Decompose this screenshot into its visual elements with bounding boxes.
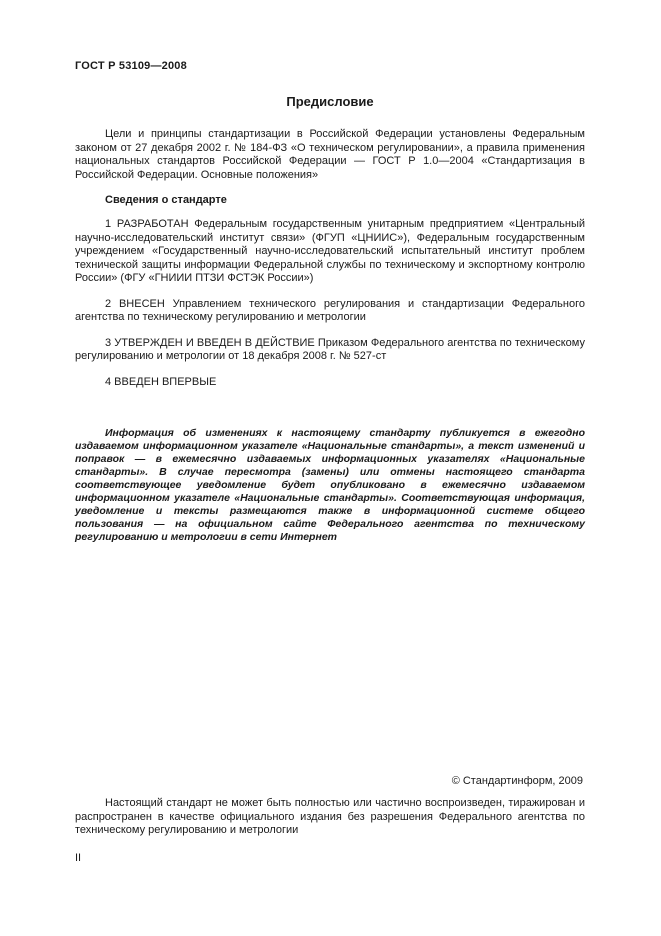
reproduction-note: Настоящий стандарт не может быть полностью или частично воспроизведен, тиражирован и распространен в качестве официального издания без разрешения Федерального агентства по техническому регулированию и метрологии — [75, 797, 585, 836]
copyright-line: © Стандартинформ, 2009 — [451, 775, 583, 787]
page-title: Предисловие — [286, 94, 374, 109]
section-heading: Сведения о стандарте — [105, 194, 227, 206]
page-footer — [75, 775, 585, 864]
standard-info-item-1: 1 РАЗРАБОТАН Федеральным государственным унитарным предприятием «Центральный научно-исследовательский институт связи» (ФГУП «ЦНИИС»), Федеральным государственным учреждением «Государственный научно-исследовательский испытательный институт проблем технической защиты информации Федеральной службы по техническому и экспортному контролю России» (ФГУ «ГНИИИ ПТЗИ ФСТЭК России») — [75, 218, 585, 284]
standard-info-item-3: 3 УТВЕРЖДЕН И ВВЕДЕН В ДЕЙСТВИЕ Приказом Федерального агентства по техническому регулированию и метрологии от 18 декабря 2008 г. № 527-ст — [75, 336, 585, 362]
standard-info-item-4: 4 ВВЕДЕН ВПЕРВЫЕ — [105, 375, 217, 388]
page-number: II — [75, 851, 82, 864]
intro-paragraph: Цели и принципы стандартизации в Российской Федерации установлены Федеральным законом от 27 декабря 2002 г. № 184-ФЗ «О техническом регулировании», а правила применения национальных стандартов Российской Федерации — ГОСТ Р 1.0—2004 «Стандартизация в Российской Федерации. Основные положения» — [75, 128, 585, 181]
document-code: ГОСТ Р 53109—2008 — [75, 60, 187, 72]
standard-info-item-2: 2 ВНЕСЕН Управлением технического регулирования и стандартизации Федерального агентства по техническому регулированию и метрологии — [75, 297, 585, 323]
amendments-note: Информация об изменениях к настоящему стандарту публикуется в ежегодно издаваемом информационном указателе «Национальные стандарты», а текст изменений и поправок — в ежемесячно издаваемых информационных указателях «Национальные стандарты». В случае пересмотра (замены) или отмены настоящего стандарта соответствующее уведомление будет опубликовано в ежемесячно издаваемом информационном указателе «Национальные стандарты». Соответствующая информация, уведомление и тексты размещаются также в информационной системе общего пользования — на официальном сайте Федерального агентства по техническому регулированию и метрологии в сети Интернет — [75, 427, 585, 543]
